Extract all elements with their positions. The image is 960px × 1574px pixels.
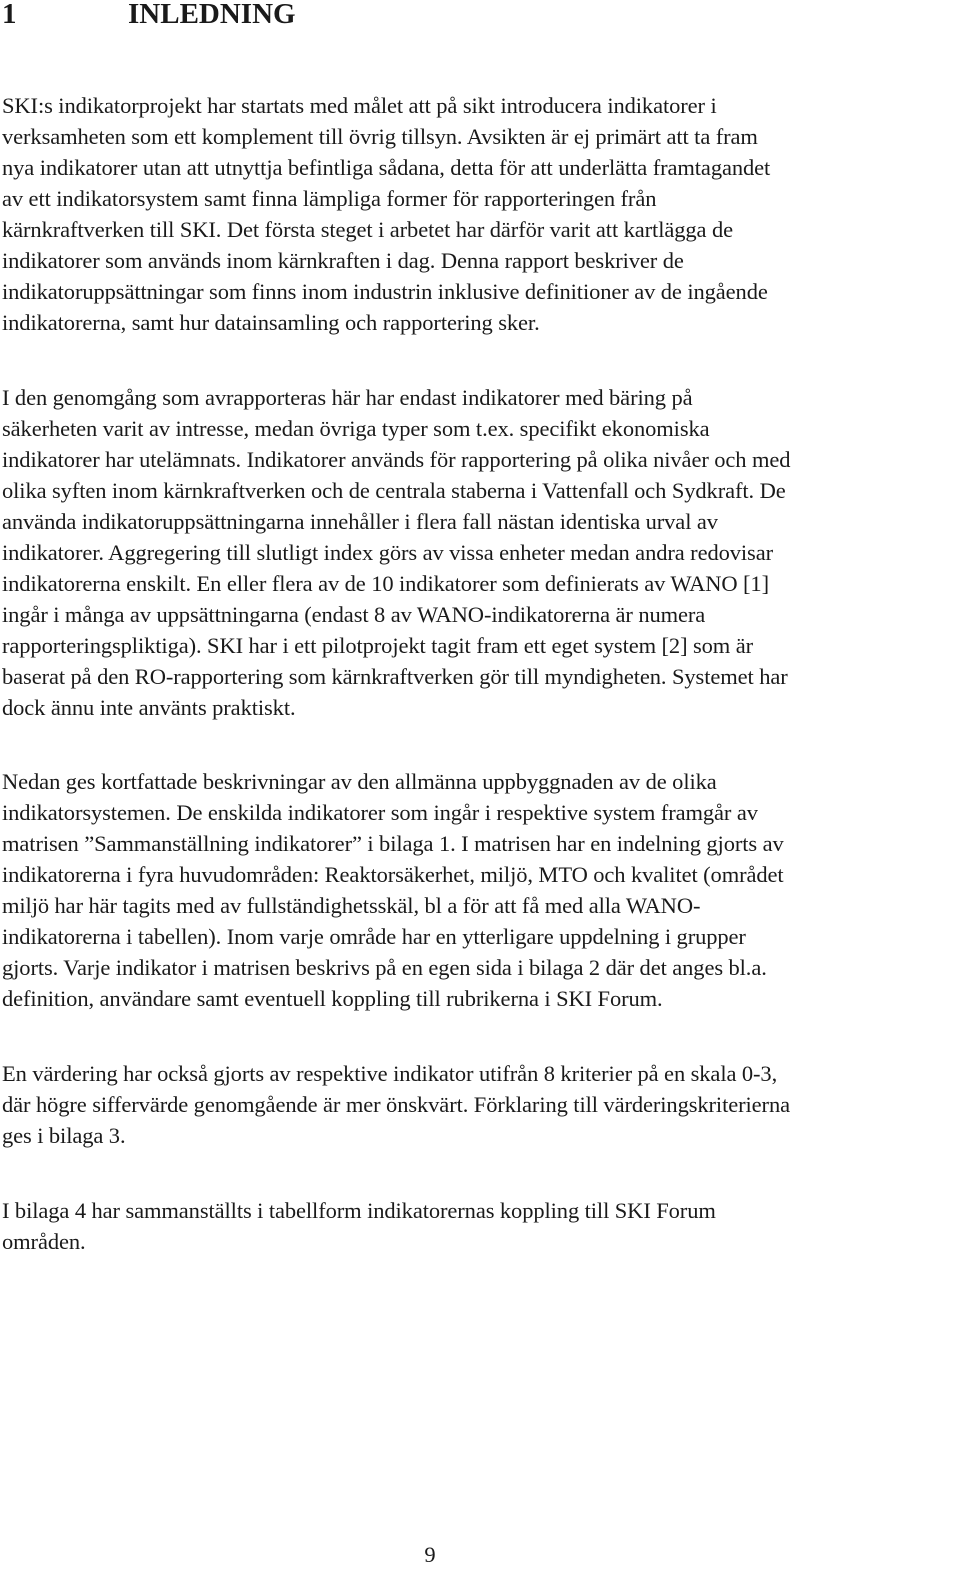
text-line: kärnkraftverken till SKI. Det första steget i arbetet har därför varit att kartlägga de	[2, 217, 733, 242]
text-line: indikatorerna, samt hur datainsamling och rapportering sker.	[2, 310, 540, 335]
text-line: indikatorerna i fyra huvudområden: Reaktorsäkerhet, miljö, MTO och kvalitet (området	[2, 862, 784, 887]
section-number: 1	[2, 0, 17, 30]
text-line: I bilaga 4 har sammanställts i tabellform indikatorernas koppling till SKI Forum	[2, 1198, 716, 1223]
text-line: ges i bilaga 3.	[2, 1123, 126, 1148]
text-line: indikatorer har utelämnats. Indikatorer används för rapportering på olika nivåer och med	[2, 447, 791, 472]
text-line: miljö har här tagits med av fullständighetsskäl, bl a för att få med alla WANO-	[2, 893, 701, 918]
text-line: En värdering har också gjorts av respektive indikator utifrån 8 kriterier på en skala 0-3,	[2, 1061, 778, 1086]
paragraph-intro	[2, 90, 958, 338]
text-line: använda indikatoruppsättningarna innehåller i flera fall nästan identiska urval av	[2, 509, 718, 534]
section-heading	[2, 0, 296, 34]
text-line: matrisen ”Sammanställning indikatorer” i bilaga 1. I matrisen har en indelning gjorts av	[2, 831, 784, 856]
text-line: nya indikatorer utan att utnyttja befintliga sådana, detta för att underlätta framtagandet	[2, 155, 771, 180]
text-line: indikatorer som används inom kärnkraften i dag. Denna rapport beskriver de	[2, 248, 684, 273]
section-title: INLEDNING	[128, 0, 296, 30]
text-line: indikatorerna enskilt. En eller flera av de 10 indikatorer som definierats av WANO [1]	[2, 571, 769, 596]
text-line: Nedan ges kortfattade beskrivningar av den allmänna uppbyggnaden av de olika	[2, 769, 717, 794]
text-line: ingår i många av uppsättningarna (endast 8 av WANO-indikatorerna är numera	[2, 602, 706, 627]
text-line: dock ännu inte använts praktiskt.	[2, 695, 296, 720]
text-line: indikatorer. Aggregering till slutligt index görs av vissa enheter medan andra redovisar	[2, 540, 773, 565]
text-line: I den genomgång som avrapporteras här har endast indikatorer med bäring på	[2, 385, 693, 410]
text-line: rapporteringspliktiga). SKI har i ett pilotprojekt tagit fram ett eget system [2] som är	[2, 633, 754, 658]
page-number: 9	[424, 1542, 436, 1567]
text-line: av ett indikatorsystem samt finna lämpliga former för rapporteringen från	[2, 186, 657, 211]
paragraph-review	[2, 382, 958, 723]
paragraph-systems	[2, 766, 958, 1014]
text-line: baserat på den RO-rapportering som kärnkraftverken gör till myndigheten. Systemet har	[2, 664, 788, 689]
text-line: områden.	[2, 1229, 86, 1254]
text-line: verksamheten som ett komplement till övrig tillsyn. Avsikten är ej primärt att ta fram	[2, 124, 758, 149]
paragraph-appendix	[2, 1195, 958, 1257]
text-line: indikatoruppsättningar som finns inom industrin inklusive definitioner av de ingående	[2, 279, 768, 304]
text-line: definition, användare samt eventuell koppling till rubrikerna i SKI Forum.	[2, 986, 663, 1011]
text-line: olika syften inom kärnkraftverken och de centrala staberna i Vattenfall och Sydkraft. De	[2, 478, 786, 503]
text-line: där högre siffervärde genomgående är mer önskvärt. Förklaring till värderingskriterierna	[2, 1092, 790, 1117]
text-line: indikatorsystemen. De enskilda indikatorer som ingår i respektive system framgår av	[2, 800, 758, 825]
text-line: SKI:s indikatorprojekt har startats med målet att på sikt introducera indikatorer i	[2, 93, 717, 118]
text-line: indikatorerna i tabellen). Inom varje område har en ytterligare uppdelning i grupper	[2, 924, 746, 949]
text-line: gjorts. Varje indikator i matrisen beskrivs på en egen sida i bilaga 2 där det anges bl.a.	[2, 955, 767, 980]
text-line: säkerheten varit av intresse, medan övriga typer som t.ex. specifikt ekonomiska	[2, 416, 710, 441]
paragraph-evaluation	[2, 1058, 958, 1151]
